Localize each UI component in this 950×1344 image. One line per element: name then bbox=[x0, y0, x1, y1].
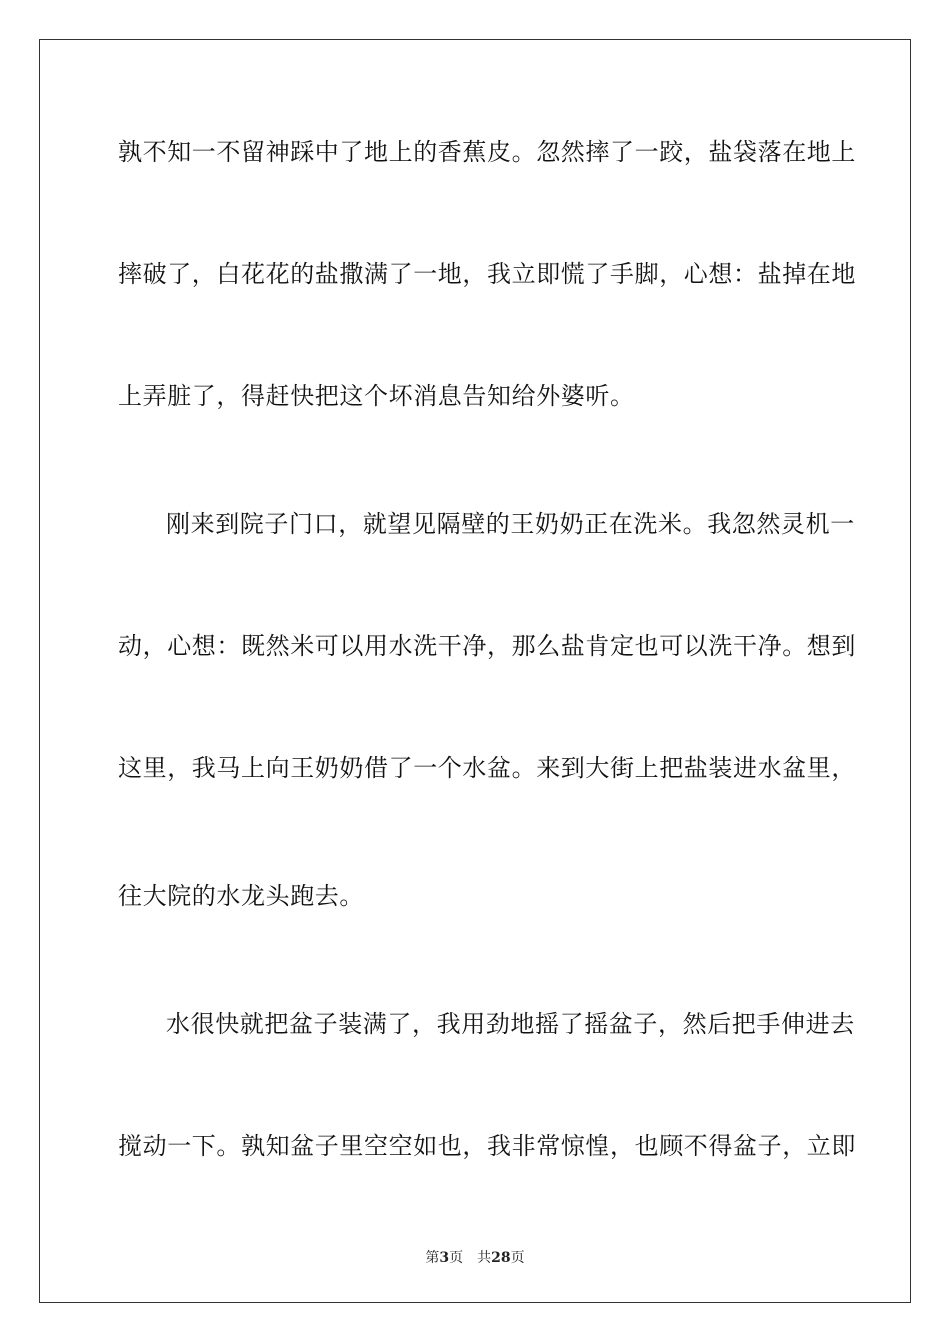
page-border bbox=[39, 39, 911, 1303]
text-line-7: 往大院的水龙头跑去。 bbox=[118, 882, 364, 910]
text-line-6: 这里，我马上向王奶奶借了一个水盆。来到大街上把盐装进水盆里， bbox=[118, 754, 856, 782]
total-page-count: 28 bbox=[491, 1250, 511, 1266]
text-line-9: 搅动一下。孰知盆子里空空如也，我非常惊惶，也顾不得盆子，立即 bbox=[118, 1132, 856, 1160]
page-suffix: 页 bbox=[449, 1250, 464, 1266]
total-prefix: 共 bbox=[477, 1250, 492, 1266]
text-line-5: 动，心想：既然米可以用水洗干净，那么盐肯定也可以洗干净。想到 bbox=[118, 632, 856, 660]
page-number-footer bbox=[0, 1248, 950, 1268]
current-page-number: 3 bbox=[439, 1250, 450, 1266]
text-line-4: 刚来到院子门口，就望见隔壁的王奶奶正在洗米。我忽然灵机一 bbox=[166, 510, 855, 538]
text-line-1: 孰不知一不留神踩中了地上的香蕉皮。忽然摔了一跤，盐袋落在地上 bbox=[118, 138, 856, 166]
text-line-2: 摔破了，白花花的盐撒满了一地，我立即慌了手脚，心想：盐掉在地 bbox=[118, 260, 856, 288]
text-line-8: 水很快就把盆子装满了，我用劲地摇了摇盆子，然后把手伸进去 bbox=[166, 1010, 855, 1038]
text-line-3: 上弄脏了，得赶快把这个坏消息告知给外婆听。 bbox=[118, 382, 635, 410]
total-suffix: 页 bbox=[510, 1250, 525, 1266]
page-prefix: 第 bbox=[425, 1250, 440, 1266]
